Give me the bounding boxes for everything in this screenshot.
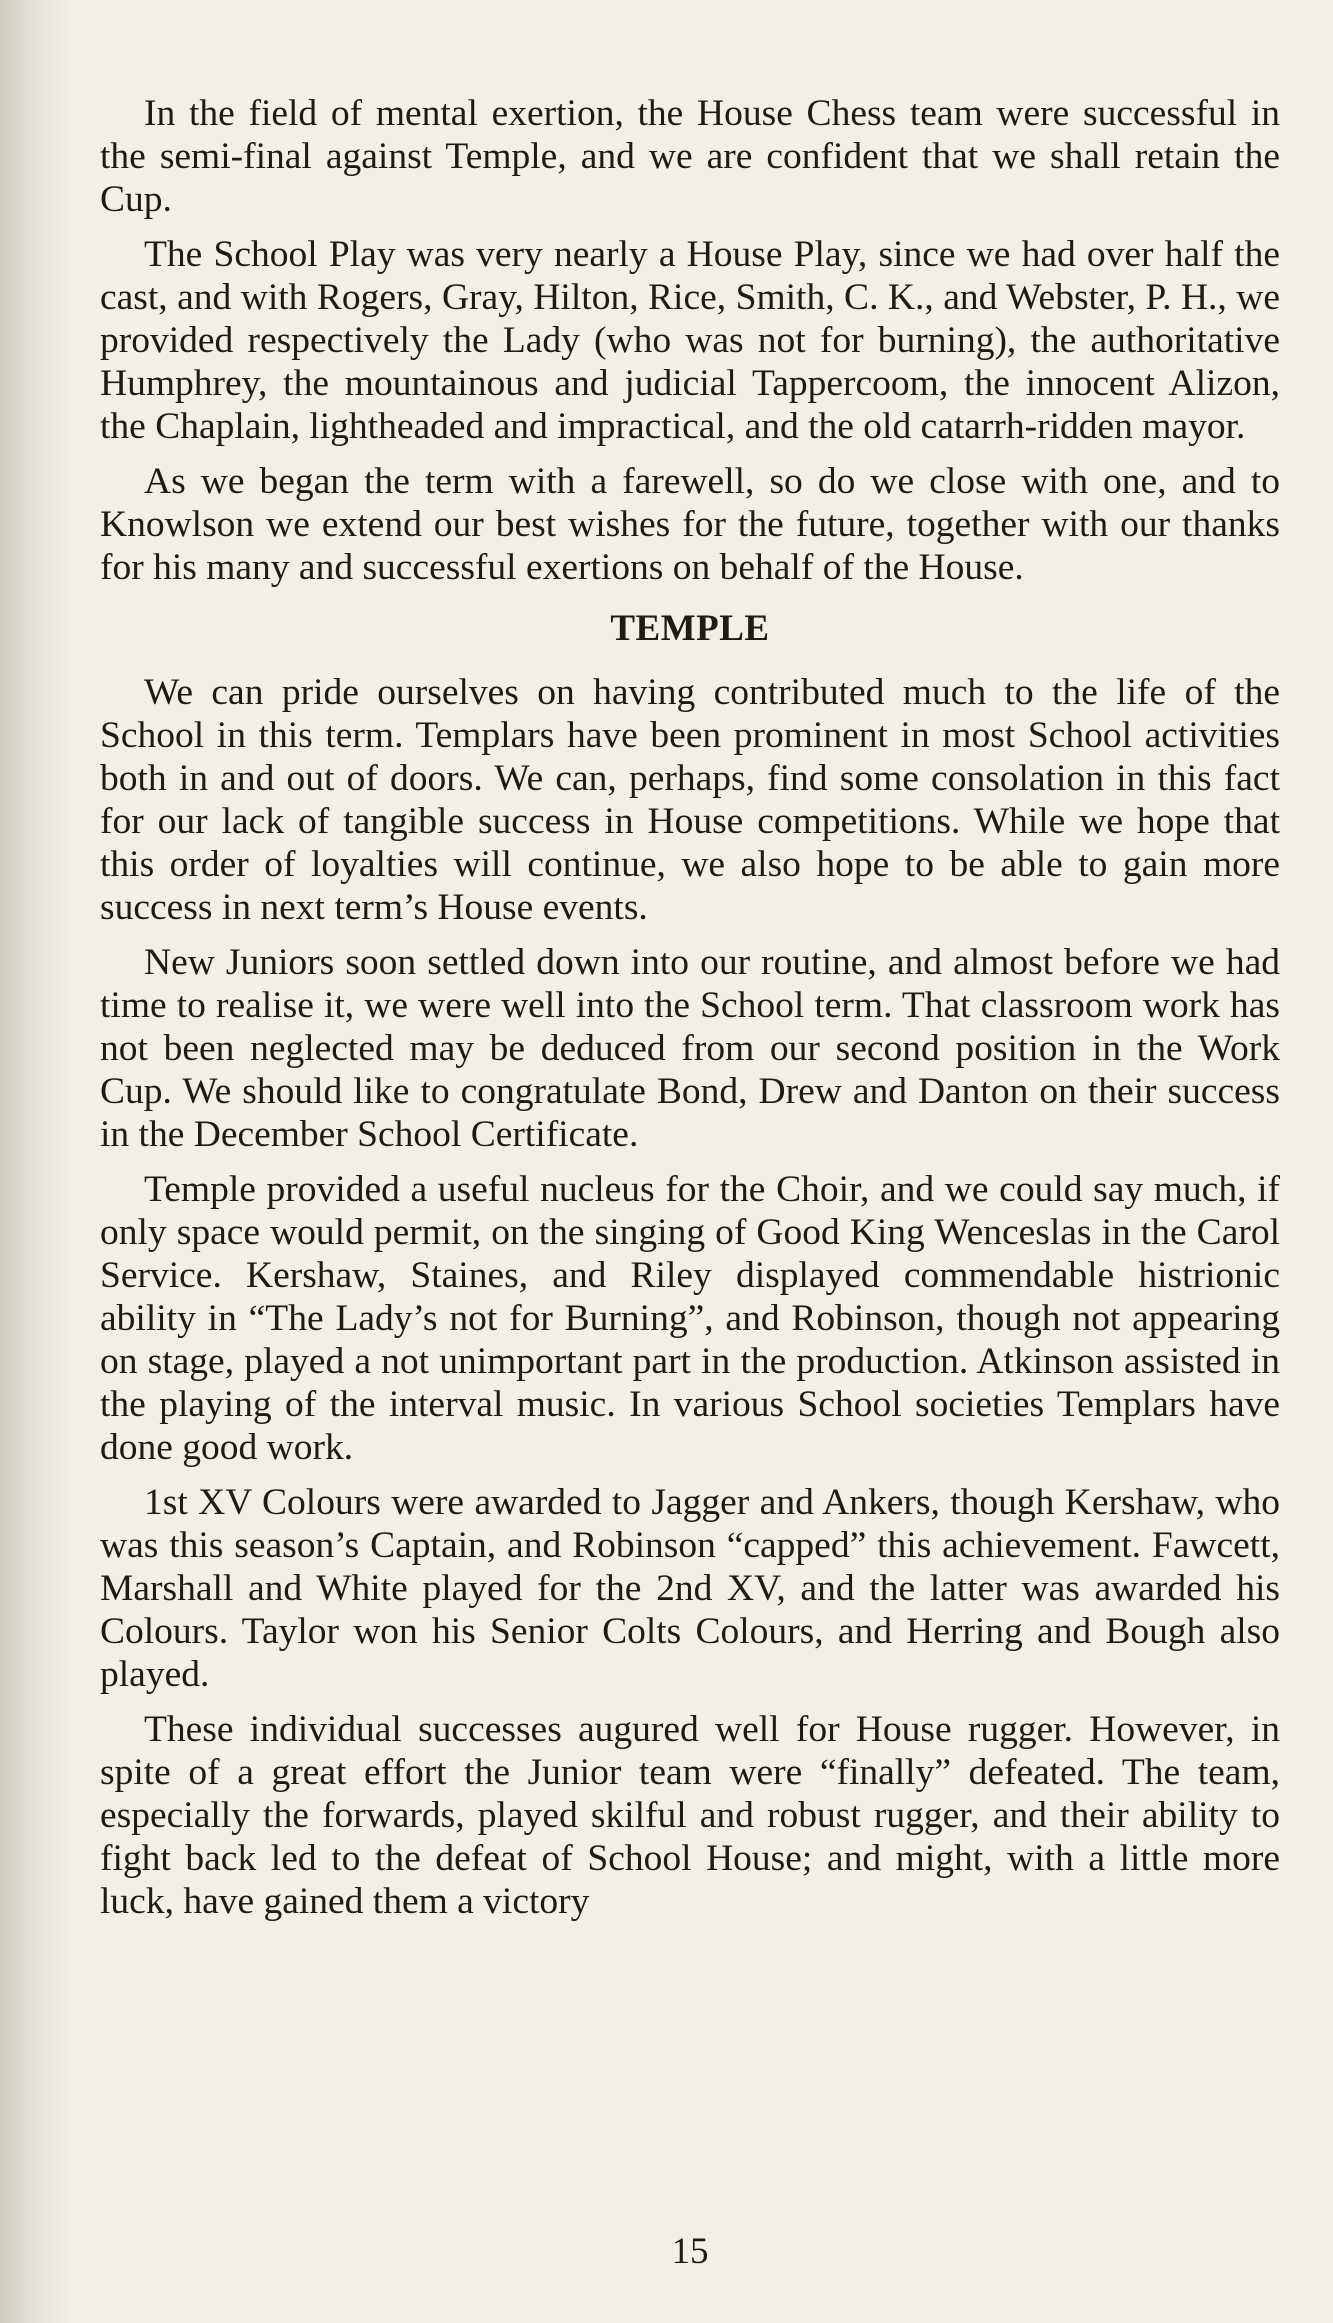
paragraph-text: These individual successes augured well for House rugger. However, in spite of a great effort the Junior team were “finally” defeated. The team, especially the forwards, played skilful and robust rugger, and their ability to fight back led to the defeat of School House; and might, with a little more luck, have gained them a victory (100, 1709, 1280, 1922)
paragraph-text: We can pride ourselves on having contributed much to the life of the School in this term. Templars have been prominent in most School activities both in and out of doors. We can, perhaps, find some consolation in this fact for our lack of tangible success in House competitions. While we hope that this order of loyalties will continue, we also hope to be able to gain more success in next term’s House events. (100, 672, 1280, 928)
page-edge-shadow (0, 0, 70, 2323)
paragraph-farewell (100, 460, 1280, 589)
paragraph-text: New Juniors soon settled down into our routine, and almost before we had time to realise it, we were well into the School term. That classroom work has not been neglected may be deduced from our second position in the Work Cup. We should like to congratulate Bond, Drew and Danton on their success in the December School Certificate. (100, 942, 1280, 1155)
paragraph-text: As we began the term with a farewell, so do we close with one, and to Knowlson we extend our best wishes for the future, together with our thanks for his many and successful exertions on behalf of the House. (100, 461, 1280, 588)
paragraph-temple-intro (100, 671, 1280, 929)
document-page (100, 92, 1280, 2272)
paragraph-text: Temple provided a useful nucleus for the Choir, and we could say much, if only space would permit, on the singing of Good King Wenceslas in the Carol Service. Kershaw, Staines, and Riley displayed commendable histrionic ability in “The Lady’s not for Burning”, and Robinson, though not appearing on stage, played a not unimportant part in the production. Atkinson assisted in the playing of the interval music. In various School societies Templars have done good work. (100, 1169, 1280, 1468)
paragraph-choir (100, 1168, 1280, 1469)
paragraph-colours (100, 1481, 1280, 1696)
paragraph-text: 1st XV Colours were awarded to Jagger and Ankers, though Kershaw, who was this season’s Captain, and Robinson “capped” this achievement. Fawcett, Marshall and White played for the 2nd XV, and the latter was awarded his Colours. Taylor won his Senior Colts Colours, and Herring and Bough also played. (100, 1482, 1280, 1695)
page-number: 15 (671, 2231, 709, 2272)
paragraph-new-juniors (100, 941, 1280, 1156)
paragraph-rugger (100, 1708, 1280, 1923)
paragraph-school-play (100, 233, 1280, 448)
section-heading: TEMPLE (610, 608, 770, 649)
paragraph-chess (100, 92, 1280, 221)
paragraph-text: The School Play was very nearly a House Play, since we had over half the cast, and with Rogers, Gray, Hilton, Rice, Smith, C. K., and Webster, P. H., we provided respectively the Lady (who was not for burning), the authoritative Humphrey, the mountainous and judicial Tappercoom, the innocent Alizon, the Chaplain, lightheaded and impractical, and the old catarrh-ridden mayor. (100, 234, 1280, 447)
paragraph-text: In the field of mental exertion, the House Chess team were successful in the semi-final against Temple, and we are confident that we shall retain the Cup. (100, 93, 1280, 220)
